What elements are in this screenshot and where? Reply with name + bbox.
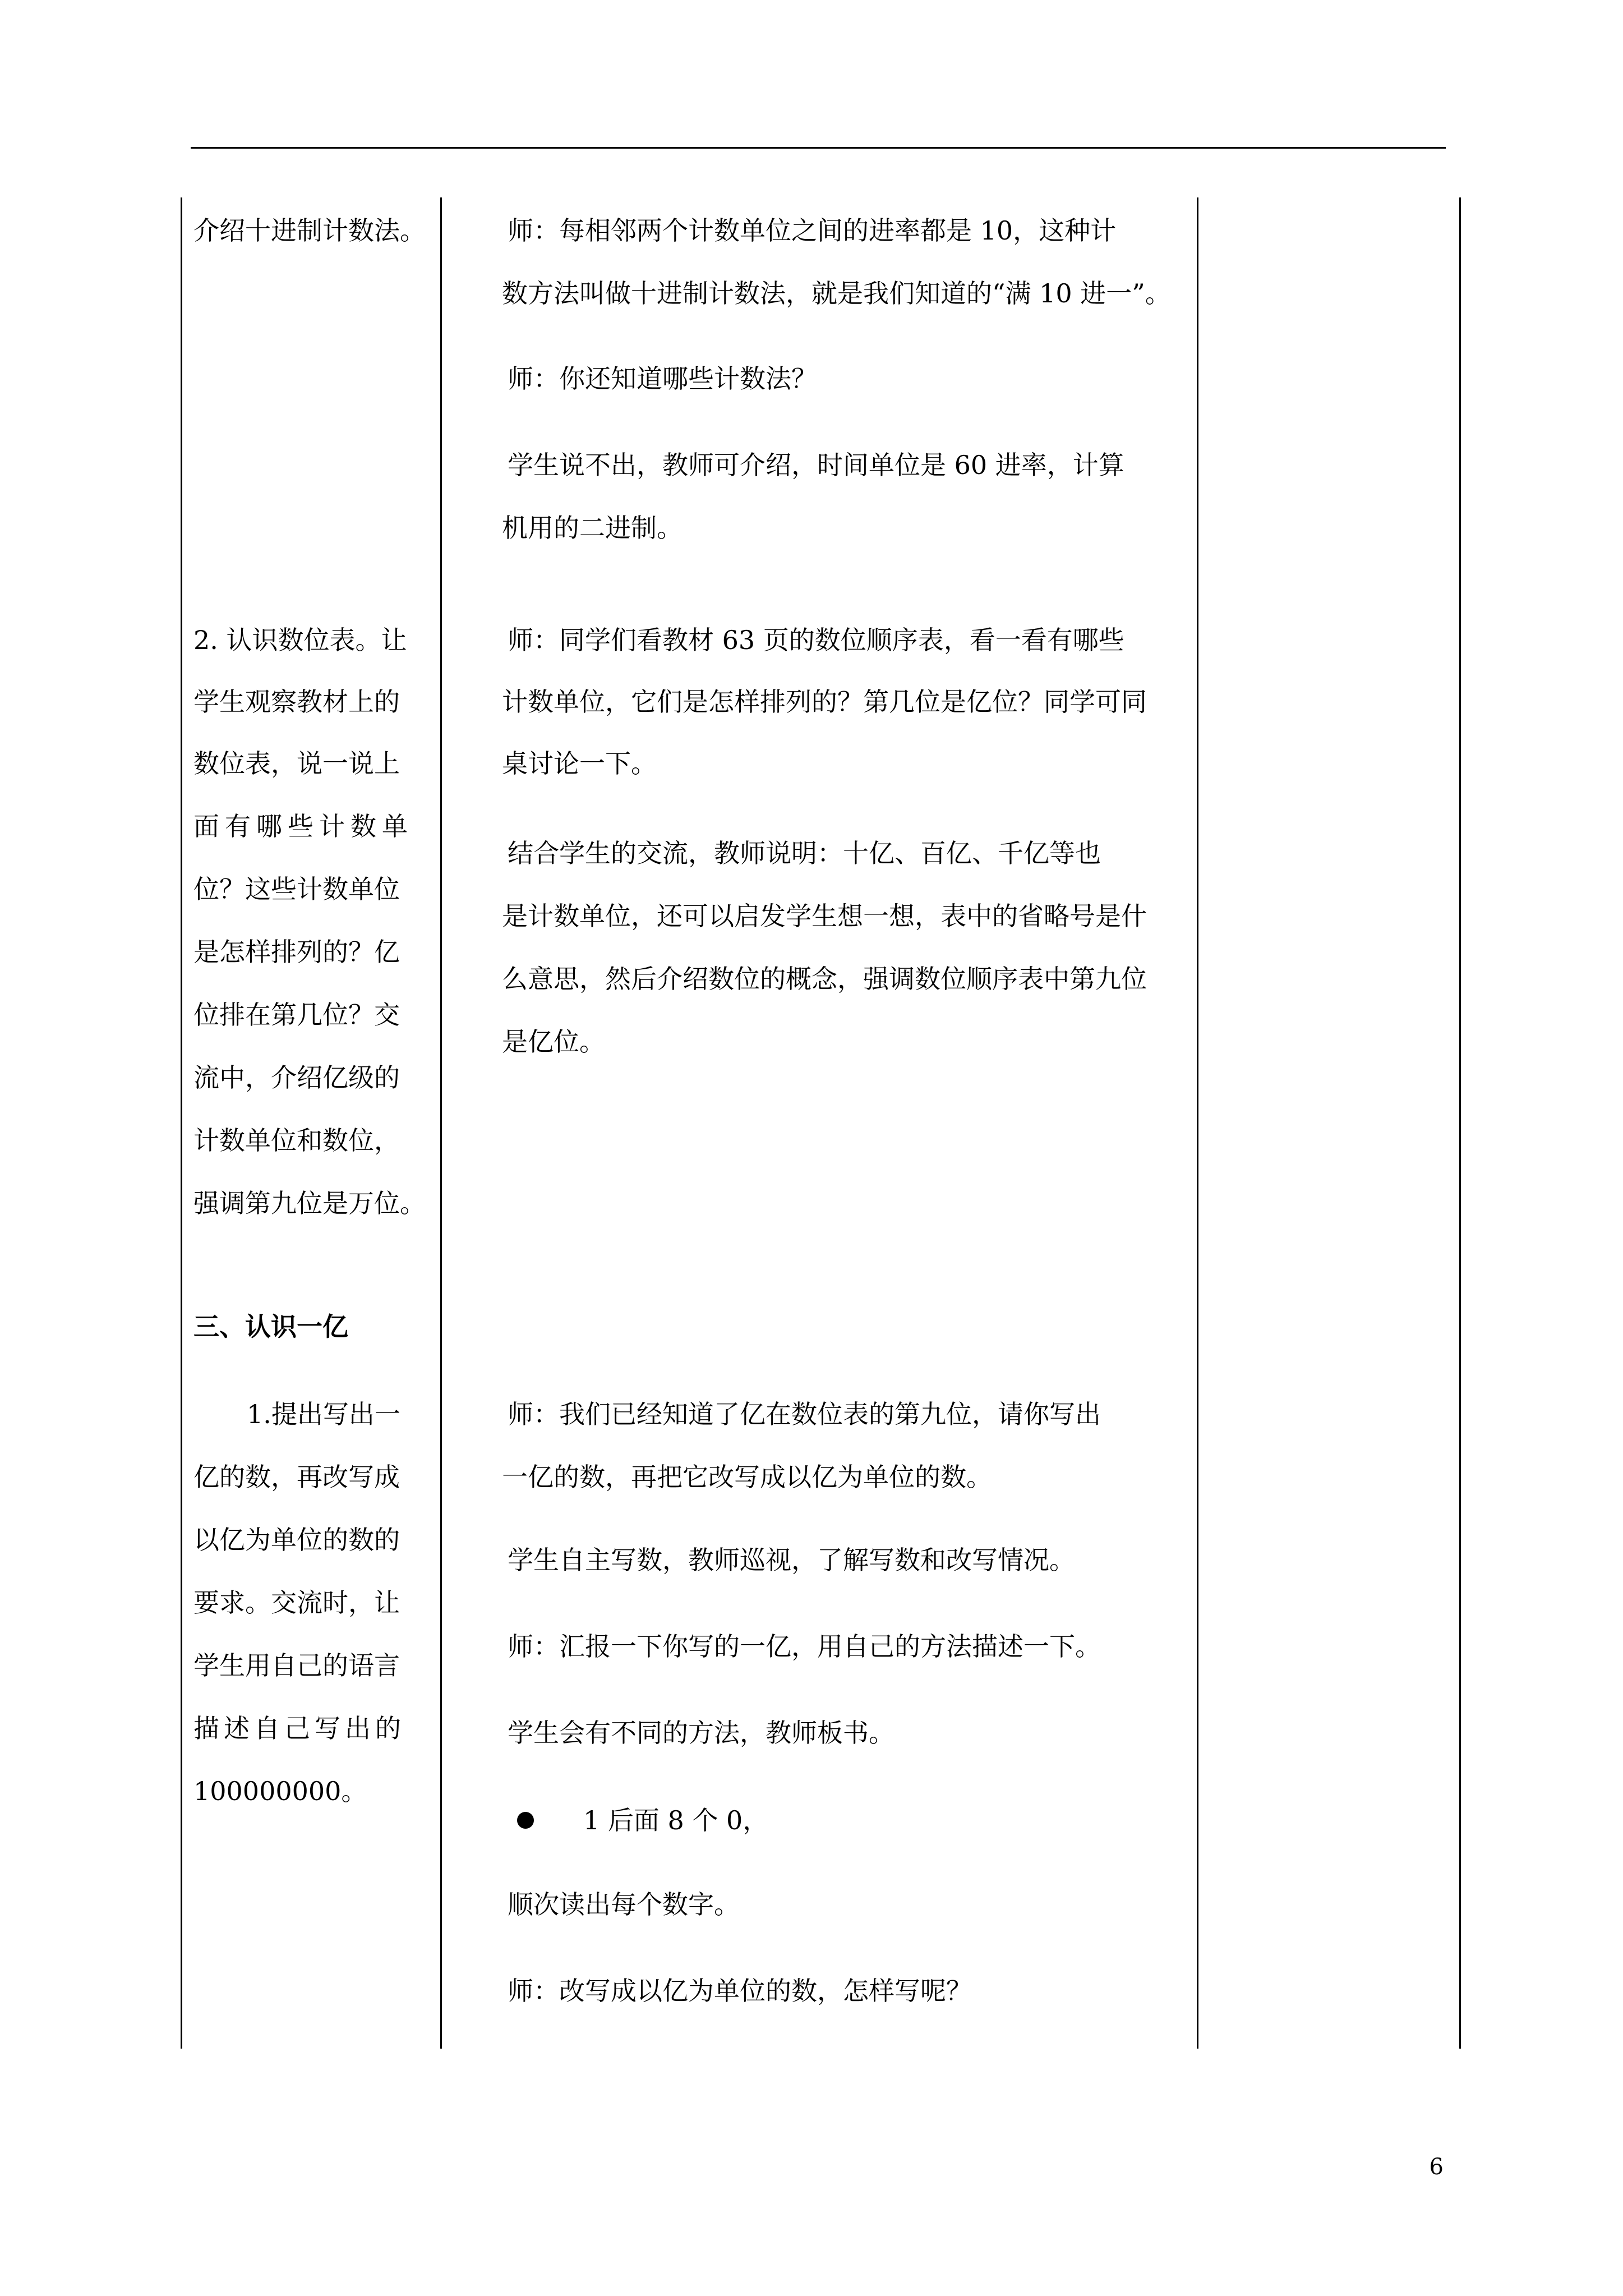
left-text: 强调第九位是万位。	[193, 1188, 426, 1218]
mid-text: 1 后面 8 个 0，	[583, 1805, 769, 1835]
left-text: 100000000。	[193, 1776, 367, 1806]
section-heading: 三、认识一亿	[193, 1312, 348, 1342]
mid-text: 学生说不出，教师可介绍，时间单位是 60 进率，计算	[508, 450, 1124, 480]
left-text: 要求。交流时，让	[193, 1588, 400, 1618]
page-number: 6	[1429, 2154, 1444, 2180]
mid-text: 师：同学们看教材 63 页的数位顺序表，看一看有哪些	[508, 625, 1124, 655]
mid-text: 学生自主写数，教师巡视，了解写数和改写情况。	[508, 1545, 1075, 1575]
mid-text: 机用的二进制。	[502, 513, 683, 543]
left-text: 数位表，说一说上	[193, 748, 400, 779]
mid-text: 师：每相邻两个计数单位之间的进率都是 10，这种计	[508, 215, 1117, 246]
mid-text: 师：你还知道哪些计数法？	[508, 364, 817, 394]
left-text: 面有哪些计数单	[193, 811, 413, 841]
table-border-right	[1459, 197, 1461, 2049]
left-text: 亿的数，再改写成	[193, 1462, 400, 1492]
mid-text: 顺次读出每个数字。	[508, 1889, 740, 1920]
mid-text: 学生会有不同的方法，教师板书。	[508, 1718, 895, 1748]
table-border-left	[181, 197, 182, 2049]
left-text: 是怎样排列的？亿	[193, 937, 400, 967]
mid-text: 结合学生的交流，教师说明：十亿、百亿、千亿等也	[508, 838, 1101, 868]
left-text: 学生观察教材上的	[193, 687, 400, 717]
left-text: 位？这些计数单位	[193, 874, 400, 904]
left-text: 描述自己写出的	[193, 1713, 405, 1743]
left-text: 以亿为单位的数的	[193, 1525, 400, 1555]
mid-text: 师：汇报一下你写的一亿，用自己的方法描述一下。	[508, 1631, 1101, 1662]
left-text: 位排在第几位？交	[193, 1000, 400, 1030]
left-text: 流中，介绍亿级的	[193, 1062, 400, 1093]
left-text: 2. 认识数位表。让	[193, 625, 407, 655]
mid-text: 师：改写成以亿为单位的数，怎样写呢？	[508, 1976, 972, 2006]
table-divider-1	[440, 197, 442, 2049]
mid-text: 是计数单位，还可以启发学生想一想，表中的省略号是什	[502, 901, 1147, 931]
mid-text: 计数单位，它们是怎样排列的？第几位是亿位？同学可同	[502, 687, 1147, 717]
mid-text: 数方法叫做十进制计数法，就是我们知道的“满 10 进一”。	[502, 278, 1171, 309]
bullet-icon	[517, 1812, 534, 1829]
mid-text: 么意思，然后介绍数位的概念，强调数位顺序表中第九位	[502, 964, 1147, 994]
mid-text: 是亿位。	[502, 1027, 605, 1057]
mid-text: 一亿的数，再把它改写成以亿为单位的数。	[502, 1462, 992, 1492]
left-text: 介绍十进制计数法。	[193, 215, 426, 246]
header-rule	[191, 147, 1446, 149]
left-text: 学生用自己的语言	[193, 1650, 400, 1681]
left-text: 1.提出写出一	[247, 1399, 400, 1429]
mid-text: 桌讨论一下。	[502, 748, 657, 779]
left-text: 计数单位和数位，	[193, 1125, 400, 1156]
table-divider-2	[1197, 197, 1198, 2049]
mid-text: 师：我们已经知道了亿在数位表的第九位，请你写出	[508, 1399, 1101, 1429]
